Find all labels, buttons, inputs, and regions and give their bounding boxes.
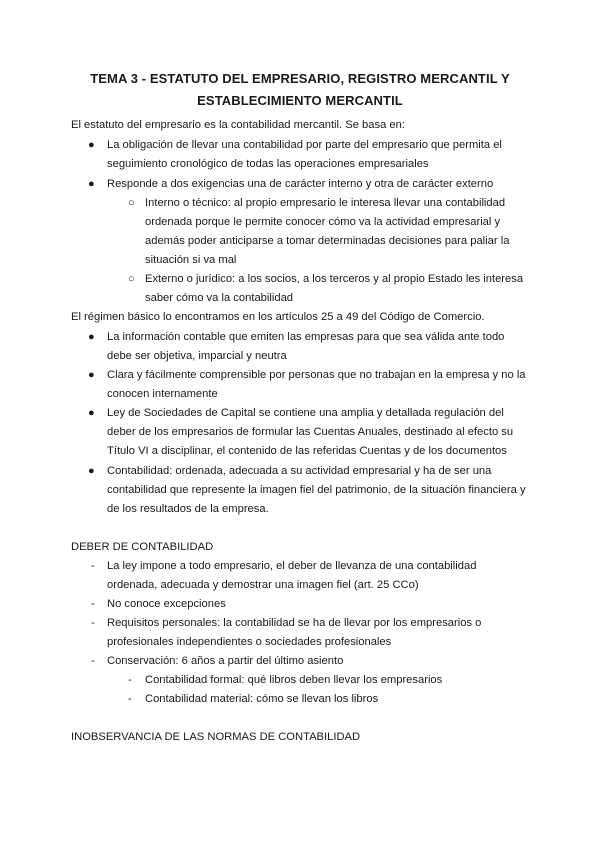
list-item-line: Requisitos personales: la contabilidad se ha de llevar por los empresarios o [107, 617, 482, 629]
list-item-line: conocen internamente [107, 388, 218, 400]
section-heading-inobservancia: INOBSERVANCIA DE LAS NORMAS DE CONTABILIDAD [71, 731, 361, 743]
sub-item-line: Interno o técnico: al propio empresario le interesa llevar una contabilidad [145, 197, 506, 209]
circle-marker: ○ [128, 273, 135, 285]
bullet-marker: ● [88, 178, 95, 190]
regimen-paragraph: El régimen básico lo encontramos en los artículos 25 a 49 del Código de Comercio. [71, 311, 485, 323]
dash-marker: - [91, 617, 95, 629]
sub-item-line: Contabilidad material: cómo se llevan los libros [145, 693, 379, 705]
list-item-line: ordenada, adecuada y demostrar una imagen fiel (art. 25 CCo) [107, 579, 419, 591]
list-item-line: La ley impone a todo empresario, el deber de llevanza de una contabilidad [107, 560, 477, 572]
dash-marker: - [91, 655, 95, 667]
circle-marker: ○ [128, 197, 135, 209]
list-item-line: profesionales independientes o sociedades profesionales [107, 636, 392, 648]
sub-item-line: Contabilidad formal: qué libros deben llevar los empresarios [145, 674, 443, 686]
list-item-line: Clara y fácilmente comprensible por personas que no trabajan en la empresa y no la [107, 369, 526, 381]
dash-marker: - [128, 693, 132, 705]
list-item-line: seguimiento cronológico de todas las operaciones empresariales [107, 158, 429, 170]
list-item-line: La obligación de llevar una contabilidad por parte del empresario que permita el [107, 139, 502, 151]
list-item-line: La información contable que emiten las empresas para que sea válida ante todo [107, 331, 505, 343]
sub-item-line: además poder anticiparse a tomar determinadas decisiones para paliar la [145, 235, 510, 247]
sub-item-line: saber cómo va la contabilidad [145, 292, 294, 304]
list-item-line: de los resultados de la empresa. [107, 503, 269, 515]
list-item-line: Conservación: 6 años a partir del último asiento [107, 655, 344, 667]
bullet-marker: ● [88, 465, 95, 477]
list-item-line: Título VI a disciplinar, el contenido de las referidas Cuentas y de los documentos [107, 445, 507, 457]
sub-item-line: situación si va mal [145, 254, 237, 266]
list-item-line: deber de los empresarios de formular las Cuentas Anuales, destinado al efecto su [107, 426, 514, 438]
sub-item-line: ordenada porque le permite conocer cómo va la actividad empresarial y [145, 216, 501, 228]
list-item-line: No conoce excepciones [107, 598, 226, 610]
document-title-line-1: TEMA 3 - ESTATUTO DEL EMPRESARIO, REGISTRO MERCANTIL Y [90, 71, 510, 86]
bullet-marker: ● [88, 139, 95, 151]
bullet-marker: ● [88, 369, 95, 381]
bullet-marker: ● [88, 331, 95, 343]
intro-paragraph: El estatuto del empresario es la contabilidad mercantil. Se basa en: [71, 119, 405, 131]
sub-item-line: Externo o jurídico: a los socios, a los terceros y al propio Estado les interesa [145, 273, 524, 285]
dash-marker: - [91, 560, 95, 572]
list-item-line: Contabilidad: ordenada, adecuada a su actividad empresarial y ha de ser una [107, 465, 492, 477]
document-title-line-2: ESTABLECIMIENTO MERCANTIL [197, 93, 403, 108]
list-item-line: contabilidad que represente la imagen fiel del patrimonio, de la situación financiera y [107, 484, 526, 496]
bullet-marker: ● [88, 407, 95, 419]
dash-marker: - [128, 674, 132, 686]
section-heading-deber: DEBER DE CONTABILIDAD [71, 541, 214, 553]
list-item-line: Responde a dos exigencias una de carácter interno y otra de carácter externo [107, 178, 494, 190]
dash-marker: - [91, 598, 95, 610]
list-item-line: debe ser objetiva, imparcial y neutra [107, 350, 287, 362]
list-item-line: Ley de Sociedades de Capital se contiene una amplia y detallada regulación del [107, 407, 504, 419]
